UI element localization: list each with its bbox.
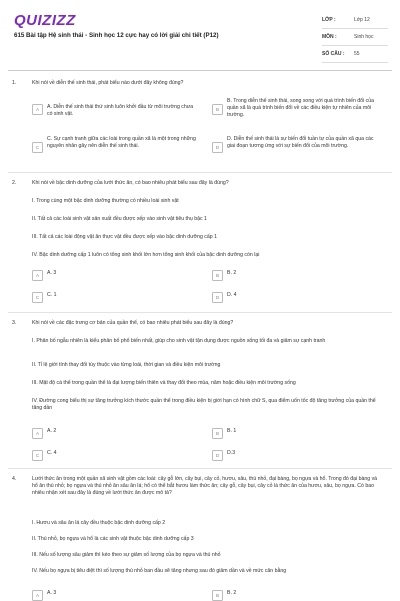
- option-text: B. 1: [227, 428, 237, 434]
- option-letter: D: [212, 450, 223, 461]
- statement: I. Trong cùng một bậc dinh dưỡng thường có nhiều loài sinh vật: [32, 198, 179, 204]
- option-d[interactable]: [212, 136, 384, 160]
- option-d[interactable]: [212, 292, 384, 302]
- option-b[interactable]: [212, 590, 384, 600]
- meta-key: LỚP :: [322, 17, 336, 23]
- option-letter: A: [32, 270, 43, 281]
- meta-row-subject: [322, 29, 388, 46]
- option-a[interactable]: [32, 428, 202, 438]
- option-text: A. Diễn thế sinh thái thứ sinh luôn khởi đầu từ môi trường chưa có sinh vật.: [47, 104, 194, 117]
- option-b[interactable]: [212, 428, 384, 438]
- option-c[interactable]: [32, 450, 202, 460]
- option-text: D. 4: [227, 292, 237, 298]
- option-letter: C: [32, 142, 43, 153]
- option-text: A. 2: [47, 428, 57, 434]
- option-text: B. 2: [227, 270, 237, 276]
- option-a[interactable]: [32, 590, 202, 600]
- question-number: 1.: [12, 80, 17, 86]
- option-letter: A: [32, 104, 43, 115]
- option-letter: C: [32, 292, 43, 303]
- option-text: C. 1: [47, 292, 57, 298]
- page-title: 615 Bài tập Hệ sinh thái - Sinh học 12 cực hay có lời giải chi tiết (P12): [14, 32, 219, 39]
- question-text: Khi nói về diễn thế sinh thái, phát biểu nào dưới đây không đúng?: [32, 80, 184, 86]
- meta-value: Lớp 12: [354, 17, 370, 23]
- option-text: D. Diễn thế sinh thái là sự biến đổi tuần tự của quần xã qua các giai đoạn tương ứng với sự biến đổi của môi trường.: [227, 136, 374, 149]
- meta-value: Sinh học: [354, 34, 374, 40]
- meta-row-grade: [322, 12, 388, 29]
- question-text: Khi nói về các đặc trưng cơ bản của quần thể, có bao nhiêu phát biểu sau đây là đúng?: [32, 320, 234, 326]
- option-text: C. Sự cạnh tranh giữa các loài trong quần xã là một trong những nguyên nhân gây nên diễn thế sinh thái.: [47, 136, 196, 149]
- option-text: B. 2: [227, 590, 237, 596]
- statement: I. Hươu và sâu ăn lá cây đều thuộc bậc dinh dưỡng cấp 2: [32, 520, 166, 526]
- question-number: 3.: [12, 320, 17, 326]
- meta-key: SỐ CÂU :: [322, 51, 345, 57]
- brand-logo: QUIZIZZ: [14, 12, 76, 29]
- option-letter: B: [212, 590, 223, 601]
- option-text: A. 3: [47, 270, 57, 276]
- option-letter: B: [212, 104, 223, 115]
- option-letter: B: [212, 270, 223, 281]
- option-text: B. Trong diễn thế sinh thái, song song với quá trình biến đổi của quần xã là quá trình biến đổi về các điều kiện tự nhiên của môi trường.: [227, 98, 375, 118]
- statement: II. Tất cả các loài sinh vật sản xuất đều được xếp vào sinh vật tiêu thụ bậc 1: [32, 216, 207, 222]
- option-a[interactable]: [32, 270, 202, 280]
- option-d[interactable]: [212, 450, 384, 460]
- statement: IV. Bậc dinh dưỡng cấp 1 luôn có tổng sinh khối lớn hơn tổng sinh khối của bậc dinh dưỡng còn lại: [32, 252, 260, 258]
- header: [0, 0, 400, 62]
- meta-table: [322, 12, 388, 63]
- option-text: C. 4: [47, 450, 57, 456]
- question-number: 4.: [12, 476, 17, 482]
- meta-row-count: [322, 46, 388, 63]
- statement: I. Phân bố ngẫu nhiên là kiểu phân bố phổ biến nhất, giúp cho sinh vật tận dụng được nguồn sống tối đa và giảm sự cạnh tranh: [32, 338, 326, 344]
- question-separator: [8, 172, 392, 173]
- question-separator: [8, 312, 392, 313]
- statement: III. Mật độ cá thể trong quần thể là đại lượng biến thiên và thay đổi theo mùa, năm hoặc điều kiện môi trường sống: [32, 380, 296, 386]
- option-letter: C: [32, 450, 43, 461]
- question-text: Lưới thức ăn trong một quần xã sinh vật gồm các loài: cây gỗ lớn, cây bụi, cây cỏ, hươu, sâu, thú nhỏ, đại bàng, bọ ngựa và hổ. Trong đó đại bàng và hổ ăn thú nhỏ; bọ ngựa và thú nhỏ ăn sâu ăn lá; hổ có thể bắt hươu làm thức ăn; cây gỗ, cây bụi, cây cỏ là thức ăn của hươu, sâu, bọ ngựa. Có bao nhiêu nhận xét sau đây là đúng về lưới thức ăn được mô tả?: [32, 476, 378, 497]
- option-letter: D: [212, 142, 223, 153]
- option-letter: D: [212, 292, 223, 303]
- option-b[interactable]: [212, 98, 384, 122]
- question-number: 2.: [12, 180, 17, 186]
- statement: II. Thú nhỏ, bọ ngựa và hổ là các sinh vật thuộc bậc dinh dưỡng cấp 3: [32, 536, 194, 542]
- statement: IV. Đường cong biểu thị sự tăng trưởng kích thước quần thể trong điều kiện bị giới hạn có hình chữ S, qua điểm uốn tốc độ tăng trưởng của quần thể tăng dần: [32, 398, 376, 412]
- statement: II. Tỉ lệ giới tính thay đổi tùy thuộc vào từng loài, thời gian và điều kiện môi trường: [32, 362, 221, 368]
- option-letter: B: [212, 428, 223, 439]
- meta-key: MÔN :: [322, 34, 337, 40]
- option-b[interactable]: [212, 270, 384, 280]
- question-text: Khi nói về bậc dinh dưỡng của lưới thức ăn, có bao nhiêu phát biểu sau đây là đúng?: [32, 180, 229, 186]
- meta-value: 55: [354, 51, 360, 57]
- option-text: D.3: [227, 450, 236, 456]
- option-letter: A: [32, 590, 43, 601]
- option-letter: A: [32, 428, 43, 439]
- option-c[interactable]: [32, 136, 202, 160]
- option-c[interactable]: [32, 292, 202, 302]
- statement: IV. Nếu bọ ngựa bị tiêu diệt thì số lượng thú nhỏ ban đầu sẽ tăng nhưng sau đó giảm dần và về mức cân bằng: [32, 568, 287, 574]
- option-a[interactable]: [32, 104, 202, 128]
- header-divider: [8, 70, 392, 71]
- statement: III. Nếu số lượng sâu giảm thì kéo theo sự giảm số lượng của bọ ngựa và thú nhỏ: [32, 552, 221, 558]
- option-text: A. 3: [47, 590, 57, 596]
- statement: III. Tất cả các loài động vật ăn thực vật đều được xếp vào bậc dinh dưỡng cấp 1: [32, 234, 217, 240]
- question-separator: [8, 468, 392, 469]
